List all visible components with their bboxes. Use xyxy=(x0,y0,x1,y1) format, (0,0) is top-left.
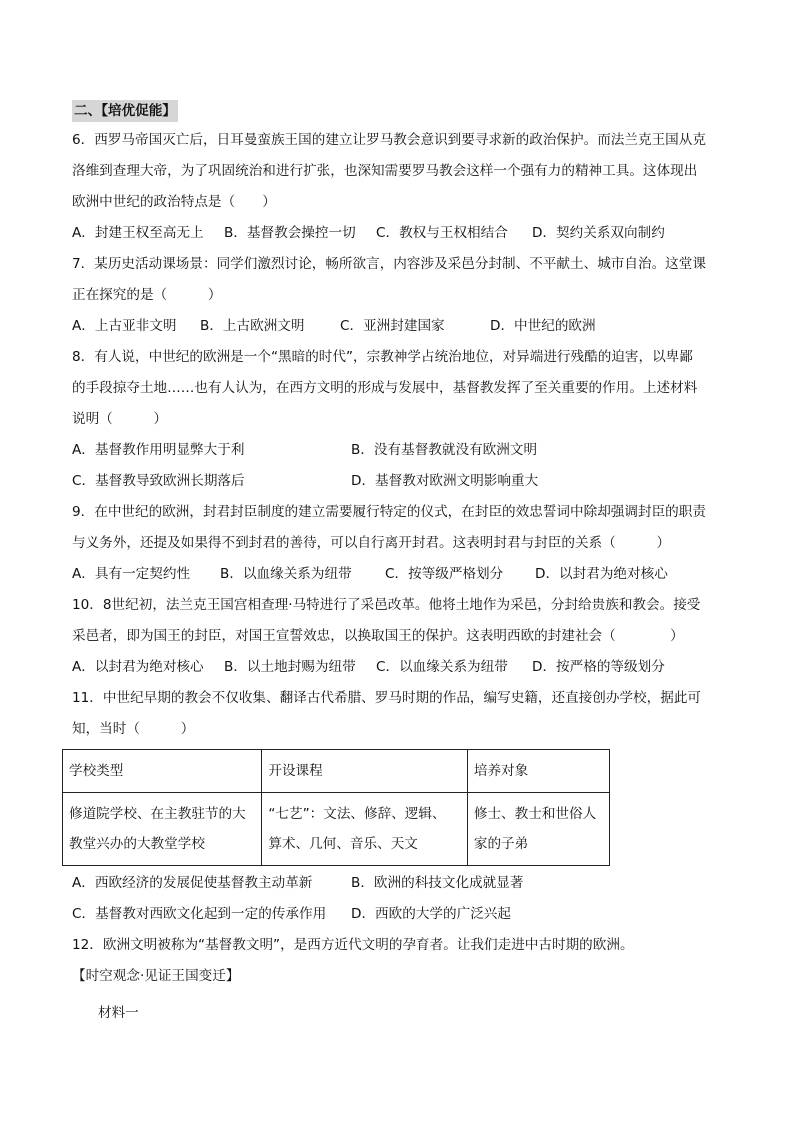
table-row xyxy=(63,793,610,866)
question-6 xyxy=(72,125,722,249)
option-a[interactable]: A．具有一定契约性 xyxy=(72,566,191,582)
option-b[interactable]: B．没有基督教就没有欧洲文明 xyxy=(351,442,538,458)
option-c[interactable]: C．基督教导致欧洲长期落后 xyxy=(72,473,245,489)
question-text-line: 说明（ ） xyxy=(72,411,168,427)
answer-options xyxy=(72,559,722,590)
option-c[interactable]: C．以血缘关系为纽带 xyxy=(376,659,508,675)
question-12 xyxy=(72,930,722,1029)
option-b[interactable]: B．以土地封赐为纽带 xyxy=(224,659,356,675)
question-text-line: 欧洲中世纪的政治特点是（ ） xyxy=(72,194,276,210)
question-text-line: 11．中世纪早期的教会不仅收集、翻译古代希腊、罗马时期的作品，编写史籍，还直接创办学校，据此可 xyxy=(72,690,702,706)
question-text-line: 7．某历史活动课场景：同学们激烈讨论，畅所欲言，内容涉及采邑分封制、不平献土、城市自治。这堂课 xyxy=(72,256,706,272)
answer-options xyxy=(72,311,722,342)
cell-courses xyxy=(262,793,468,866)
answer-options xyxy=(72,218,722,249)
option-d[interactable]: D．西欧的大学的广泛兴起 xyxy=(351,906,511,922)
question-11 xyxy=(69,683,722,930)
question-text-line: 9．在中世纪的欧洲，封君封臣制度的建立需要履行特定的仪式，在封臣的效忠誓词中除却强调封臣的职责 xyxy=(72,504,706,520)
option-c[interactable]: C．教权与王权相结合 xyxy=(376,225,508,241)
option-d[interactable]: D．基督教对欧洲文明影响重大 xyxy=(351,473,539,489)
option-a[interactable]: A．上古亚非文明 xyxy=(72,318,177,334)
option-c[interactable]: C．基督教对西欧文化起到一定的传承作用 xyxy=(72,906,327,922)
cell-line: 教堂兴办的大教堂学校 xyxy=(69,836,205,852)
option-b[interactable]: B．基督教会操控一切 xyxy=(224,225,356,241)
cell-school-type xyxy=(63,793,262,866)
option-a[interactable]: A．基督教作用明显弊大于利 xyxy=(72,442,245,458)
sub-heading: 【时空观念·见证王国变迁】 xyxy=(72,968,240,984)
cell-line: 修道院学校、在主教驻节的大 xyxy=(69,806,246,822)
answer-options-row-1 xyxy=(72,435,722,466)
option-b[interactable]: B．上古欧洲文明 xyxy=(200,318,305,334)
question-10 xyxy=(72,590,722,683)
question-text-line: 洛维到查理大帝，为了巩固统治和进行扩张，也深知需要罗马教会这样一个强有力的精神工具。这体现出 xyxy=(72,163,698,179)
school-table xyxy=(62,749,610,866)
question-9 xyxy=(72,497,722,590)
question-text-line: 10．8世纪初，法兰克王国宫相查理·马特进行了采邑改革。他将土地作为采邑，分封给贵族和教会。接受 xyxy=(72,597,701,613)
question-text-line: 的手段掠夺土地……也有人认为，在西方文明的形成与发展中，基督教发挥了至关重要的作用。上述材料 xyxy=(72,380,698,396)
header-school-type: 学校类型 xyxy=(63,750,262,793)
option-a[interactable]: A．西欧经济的发展促使基督教主动革新 xyxy=(72,875,313,891)
question-text-line: 正在探究的是（ ） xyxy=(72,287,222,303)
section-title: 二、【培优促能】 xyxy=(72,100,178,122)
option-d[interactable]: D．中世纪的欧洲 xyxy=(490,318,596,334)
cell-line: 修士、教士和世俗人 xyxy=(473,806,597,822)
question-text-line: 知，当时（ ） xyxy=(72,721,195,737)
option-d[interactable]: D．契约关系双向制约 xyxy=(532,225,665,241)
section-heading xyxy=(72,96,722,125)
header-students: 培养对象 xyxy=(467,750,609,793)
answer-options xyxy=(72,652,722,683)
question-text-line: 12．欧洲文明被称为“基督教文明”，是西方近代文明的孕育者。让我们走进中古时期的欧洲。 xyxy=(72,937,634,953)
question-text-line: 6．西罗马帝国灭亡后，日耳曼蛮族王国的建立让罗马教会意识到要寻求新的政治保护。而法兰克王国从克 xyxy=(72,132,706,148)
answer-options-row-2 xyxy=(72,899,722,930)
option-c[interactable]: C．亚洲封建国家 xyxy=(340,318,445,334)
option-a[interactable]: A．封建王权至高无上 xyxy=(72,225,204,241)
option-d[interactable]: D．按严格的等级划分 xyxy=(532,659,665,675)
question-8 xyxy=(72,342,722,497)
option-b[interactable]: B．欧洲的科技文化成就显著 xyxy=(351,875,524,891)
cell-line: 算术、几何、音乐、天文 xyxy=(268,836,418,852)
table-header-row xyxy=(63,750,610,793)
option-a[interactable]: A．以封君为绝对核心 xyxy=(72,659,204,675)
question-text-line: 与义务外，还提及如果得不到封君的善待，可以自行离开封君。这表明封君与封臣的关系（ ） xyxy=(72,535,671,551)
option-c[interactable]: C．按等级严格划分 xyxy=(385,566,504,582)
worksheet-page xyxy=(69,96,722,1029)
header-courses: 开设课程 xyxy=(262,750,468,793)
answer-options-row-2 xyxy=(72,466,722,497)
cell-line: “七艺”：文法、修辞、逻辑、 xyxy=(268,806,446,822)
answer-options-row-1 xyxy=(72,868,722,899)
option-b[interactable]: B．以血缘关系为纽带 xyxy=(220,566,352,582)
question-text-line: 采邑者，即为国王的封臣，对国王宣誓效忠，以换取国王的保护。这表明西欧的封建社会（ ） xyxy=(72,628,684,644)
question-text-line: 8．有人说，中世纪的欧洲是一个“黑暗的时代”，宗教神学占统治地位，对异端进行残酷的迫害，以卑鄙 xyxy=(72,349,693,365)
cell-line: 家的子弟 xyxy=(473,836,529,852)
material-label: 材料一 xyxy=(98,1005,139,1021)
option-d[interactable]: D．以封君为绝对核心 xyxy=(535,566,668,582)
question-7 xyxy=(72,249,722,342)
cell-students xyxy=(467,793,609,866)
